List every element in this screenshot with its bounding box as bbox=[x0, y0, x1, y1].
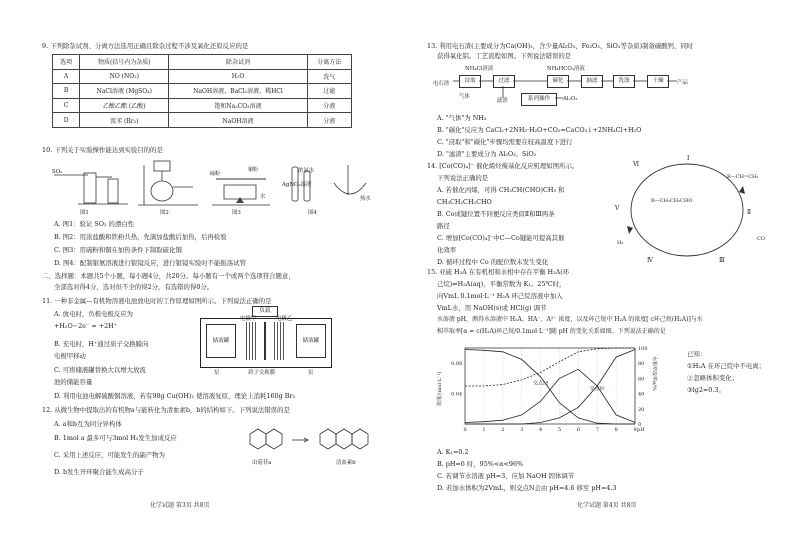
flow-step-suction: 抽滤 bbox=[581, 75, 603, 88]
catalytic-cycle-diagram bbox=[607, 152, 777, 264]
q12-option-c: C. 采用上述反应，可能发生的副产物为 bbox=[54, 451, 165, 459]
compound-b-label: 清血素b bbox=[336, 460, 356, 466]
flow-gas: 气体 bbox=[459, 94, 470, 100]
table-cell: B bbox=[53, 84, 80, 99]
series-line bbox=[465, 350, 635, 425]
label-sulfur: 硫粉 bbox=[210, 171, 221, 177]
q15-line-1: 15. 亚硫 H₂A 在有机相和水相中存在平衡 H₂A(环 bbox=[427, 268, 570, 276]
pump-left-label: 泵 bbox=[214, 370, 220, 376]
q13-option-c: C. "浸取"和"碳化"步骤均需要在较高温度下进行 bbox=[437, 138, 573, 146]
q11-option-c: C. 可将储液罐替换大以增大放流 bbox=[54, 366, 146, 374]
storage-tank-left: 储液罐 bbox=[206, 324, 236, 358]
membrane-label: 质子交换膜 bbox=[248, 370, 275, 376]
q10-option-a: A. 图1：验证 SO₂ 的漂白性 bbox=[54, 220, 135, 228]
y-right-axis-label: 水相萃取率α/% bbox=[651, 356, 657, 391]
q13-option-d: D. "滤渣"主要成分为 Al₂O₃、SiO₂ bbox=[437, 150, 537, 158]
known-item-2: ②忽略体积变化； bbox=[687, 374, 739, 382]
q15-option-c: C. 若调节水溶液 pH=3，应加 NaOH 固体调节 bbox=[437, 472, 575, 480]
flow-alumina: Al₂O₃ bbox=[563, 96, 578, 102]
x-tick-label: 0 bbox=[463, 427, 467, 433]
known-title: 已知： bbox=[687, 350, 707, 358]
q15-option-d: D. 若加水体积为2VmL，则交点N会由 pH=4.6 移至 pH=4.3 bbox=[437, 484, 617, 492]
q15-line-5: 水溶液 pH，测得水溶液中 H₂A、HA⁻、A²⁻ 浓度，以及环己烷中 H₂A 的浓度[ c环己烷(H₂A)]与水 bbox=[437, 316, 703, 323]
q13-option-a: A. "气体"为 NH₃ bbox=[437, 114, 487, 122]
y-right-tick-label: 40 bbox=[638, 391, 645, 398]
q11-stem: 11. 一种非金属—有机物溶液电池放电时的工作原理如图所示。下列说法正确的是 bbox=[42, 297, 272, 305]
fig2-label: 图2 bbox=[160, 210, 169, 216]
flow-start: 电石渣 bbox=[433, 81, 450, 87]
table-cell: NO (NO₂) bbox=[80, 69, 169, 84]
table-cell: 洗气 bbox=[307, 69, 351, 84]
q10-option-d: D. 图4：配制银氨溶液进行银镜反应，进行银镜实验时不能振荡试管 bbox=[54, 259, 246, 267]
fig3-label: 图3 bbox=[232, 210, 241, 216]
q13-stem-cont: 获得氧化铝。工艺流程如图。下列说法错误的是 bbox=[437, 52, 572, 60]
flow-product: 产品 bbox=[677, 80, 688, 86]
q11-option-a: A. 放电时，负极电极反应为 bbox=[54, 310, 133, 318]
page-footer-left: 化学试题 第3页 共8页 bbox=[150, 502, 210, 509]
q12-stem: 12. 从微生物中提取出的有机物a与能转化为清血素b，b的结构如下。下列说法错误的是 bbox=[42, 406, 290, 414]
cycle-product: R—CH₂CH₂CHO bbox=[651, 198, 693, 204]
table-header-cell: 除杂试剂 bbox=[169, 55, 307, 70]
q14-option-a-cont: CH₃CH₂CH₂CHO bbox=[437, 198, 492, 206]
table-cell: NaOH溶液 bbox=[169, 113, 307, 128]
cycle-h2: H₂ bbox=[617, 240, 624, 246]
table-header-row bbox=[53, 55, 352, 70]
q12-structures bbox=[238, 420, 378, 460]
y-axis-label: 浓度/(mol·L⁻¹) bbox=[437, 371, 443, 406]
flow-step-carbonize: 碳化 bbox=[547, 75, 569, 88]
page-footer-right: 化学试题 第4页 共8页 bbox=[577, 502, 637, 509]
known-item-1: ①H₂A 在环己烷中不电离； bbox=[687, 362, 766, 370]
pump-right-label: 泵 bbox=[308, 370, 314, 376]
y-right-tick-label: 60 bbox=[638, 376, 645, 383]
q10-option-b: B. 图2：用浓盐酸和铁粉共热，先滴加盐酸后加热，后再检验 bbox=[54, 233, 227, 241]
flow-step-dry: 干燥 bbox=[647, 75, 669, 88]
table-cell: D bbox=[53, 113, 80, 128]
x-tick-label: 9 bbox=[633, 427, 637, 433]
cycle-step-6: Ⅵ bbox=[633, 161, 640, 168]
q11-option-d: D. 利用电池电解硫酸铜溶液，若有98g Cu(OH)₂ 使溶液复原，理论上消耗160g Br₂ bbox=[54, 392, 296, 400]
x-tick-label: 1 bbox=[482, 427, 486, 433]
q14-option-d: D. 循环过程中 Co 的配位数未发生变化 bbox=[437, 258, 549, 266]
table-cell: 分液 bbox=[307, 113, 351, 128]
q14-option-c-cont: 化效率 bbox=[437, 246, 457, 254]
x-tick-label: 2 bbox=[501, 427, 505, 433]
compound-a-label: 由菇苷a bbox=[252, 460, 272, 466]
q14-stem-cont: 下列说法正确的是 bbox=[437, 174, 489, 182]
q10-stem: 10. 下列关于实验操作能达到实验目的的是 bbox=[42, 146, 163, 154]
table-cell: A bbox=[53, 69, 80, 84]
label-copper: 铜粉 bbox=[248, 167, 259, 173]
q11-option-b: B. 充电时，H⁺通过质子交换膜向 bbox=[54, 340, 149, 348]
x-tick-label: 6 bbox=[576, 427, 581, 433]
q12-option-d: D. b发生开环聚合能生成高分子 bbox=[54, 468, 144, 476]
y-tick-label: 0.04 bbox=[451, 391, 463, 398]
reagent-nh4hco3: NH₄HCO₃溶液 bbox=[547, 66, 585, 72]
x-tick-label: 7 bbox=[595, 427, 599, 433]
flow-residue: 滤渣 bbox=[497, 98, 508, 104]
table-header-cell: 选项 bbox=[53, 55, 80, 70]
cycle-step-1: Ⅰ bbox=[687, 155, 690, 162]
q12-option-a: A. a和b互为同分异构体 bbox=[54, 420, 122, 428]
q14-option-b-cont: 路径 bbox=[437, 222, 450, 230]
label-water: 水 bbox=[260, 194, 266, 200]
fig4-label: 图4 bbox=[308, 210, 317, 216]
q11-option-b-cont: 电极甲移动 bbox=[54, 352, 86, 360]
q10-option-c: C. 图3：用硫粉和铜在加热条件下制取硫化铜 bbox=[54, 246, 182, 254]
storage-tank-right: 储液罐 bbox=[296, 324, 326, 358]
q9-stem: 9. 下列除杂试剂、分离方法选用正确且除杂过程不涉及氧化还原反应的是 bbox=[42, 42, 249, 50]
x-tick-label: 5 bbox=[557, 427, 562, 433]
plot-frame bbox=[465, 348, 635, 424]
q12-option-b: B. 1mol a 最多可与3mol H₂发生加成反应 bbox=[54, 434, 177, 442]
flow-arrows bbox=[441, 70, 681, 110]
q15-line-3: 向VmL 0.1mol·L⁻¹ H₂A 环己烷溶液中加入 bbox=[437, 292, 563, 300]
label-ammonia: 浓氨水 bbox=[298, 168, 315, 174]
annotation-label: 交点M bbox=[533, 380, 549, 387]
table-cell: 乙酸乙酯 (乙酸) bbox=[80, 98, 169, 113]
q15-chart bbox=[435, 342, 675, 444]
q11-equation: +H₂O−2e⁻ = +2H⁺ bbox=[54, 322, 118, 330]
label-hot-water: 热水 bbox=[360, 196, 371, 202]
y-tick-label: 0.08 bbox=[451, 361, 463, 368]
cycle-alkene: R—CH=CH₂ bbox=[727, 174, 759, 180]
q15-option-a: A. K₁=0.2 bbox=[437, 448, 469, 456]
table-header-cell: 物质(括号内为杂质) bbox=[80, 55, 169, 70]
table-row bbox=[53, 69, 352, 84]
q14-option-b: B. Co成键位置不同便反应类似Ⅱ和Ⅲ两条 bbox=[437, 210, 555, 218]
electrode-right bbox=[274, 322, 284, 360]
table-header-cell: 分离方法 bbox=[307, 55, 351, 70]
electrode-b-label: 电极乙 bbox=[276, 316, 293, 322]
table-cell: NaOH溶液、BaCl₂溶液、稀HCl bbox=[169, 84, 307, 99]
proton-exchange-membrane bbox=[264, 322, 266, 360]
table-cell: NaCl溶液 (MgSO₄) bbox=[80, 84, 169, 99]
q13-option-b: B. "碳化"反应为 CaCl₂+2NH₃·H₂O+CO₂=CaCO₃↓+2NH₄Cl+H₂O bbox=[437, 126, 642, 134]
flow-step-leach: 浸取 bbox=[459, 75, 481, 88]
load-box: 负载 bbox=[252, 306, 278, 317]
table-cell: 饱和Na₂CO₃溶液 bbox=[169, 98, 307, 113]
q14-stem: 14. [Co(CO)₄]⁻ 催化烯烃羰基化反应机理如图所示。 bbox=[427, 162, 579, 170]
table-cell: H₂O bbox=[169, 69, 307, 84]
table-row bbox=[53, 84, 352, 99]
table-cell: 分液 bbox=[307, 98, 351, 113]
table-row bbox=[53, 98, 352, 113]
x-tick-label: 8 bbox=[614, 427, 618, 433]
flow-step-filter: 过滤 bbox=[493, 75, 515, 88]
table-cell: C bbox=[53, 98, 80, 113]
cycle-step-2: Ⅱ bbox=[747, 209, 752, 216]
reagent-nh4cl: NH₄Cl溶液 bbox=[465, 66, 494, 72]
x-axis-label: pH bbox=[637, 427, 645, 433]
section-2-line-2: 全部选对得4分，选对但不全的得2分，有选错的得0分。 bbox=[54, 283, 214, 291]
q15-line-6: 相萃取率[α = c(H₂A)环己烷/0.1mol·L⁻¹]随 pH 的变化关系如图。下列说法正确的是 bbox=[437, 328, 666, 335]
cycle-co: CO bbox=[757, 236, 765, 242]
cycle-step-3: Ⅲ bbox=[719, 257, 725, 264]
q10-apparatus-figure bbox=[48, 157, 368, 217]
q15-option-b: B. pH=6 时，95%<α<96% bbox=[437, 460, 524, 468]
y-right-tick-label: 20 bbox=[638, 406, 645, 413]
label-agno3: AgNO₃溶液 bbox=[282, 182, 312, 188]
right-page bbox=[397, 0, 794, 550]
x-tick-label: 3 bbox=[520, 427, 524, 433]
y-right-tick-label: 100 bbox=[638, 346, 648, 352]
table-cell: 溴苯 (Br₂) bbox=[80, 113, 169, 128]
flow-step-series: 系列操作 bbox=[521, 93, 557, 106]
q11-option-c-cont: 池的储能容量 bbox=[54, 378, 93, 386]
table-cell: 过滤 bbox=[307, 84, 351, 99]
known-item-3: ③lg2=0.3。 bbox=[687, 386, 725, 394]
q13-stem: 13. 利用电石渣(主要成分为Ca(OH)₂，含少量Al₂O₃、Fe₂O₃、SiO₂等杂质)制备碳酸钙，同时 bbox=[427, 42, 694, 50]
series-line bbox=[465, 350, 635, 425]
q9-table bbox=[52, 54, 352, 128]
annotation-label: 交点N bbox=[589, 385, 605, 392]
y-right-tick-label: 80 bbox=[638, 361, 645, 368]
cycle-step-4: Ⅳ bbox=[647, 257, 653, 264]
table-row bbox=[53, 113, 352, 128]
fig1-label: 图1 bbox=[80, 210, 89, 216]
flow-step-wash: 洗涤 bbox=[613, 75, 635, 88]
cycle-step-5: Ⅴ bbox=[615, 205, 620, 212]
electrode-a-label: 电极甲 bbox=[240, 316, 257, 322]
q15-line-4: VmL水，用 NaOH(s)或 HCl(g) 调节 bbox=[437, 304, 547, 312]
q14-option-a: A. 若催化丙烯，可得 CH₃CH(CHO)CH₃ 和 bbox=[437, 186, 565, 194]
series-line bbox=[465, 369, 635, 422]
electrode-left bbox=[246, 322, 256, 360]
label-so2: SO₂ bbox=[52, 169, 63, 175]
y-right-tick-label: 0 bbox=[638, 422, 642, 428]
q14-option-c: C. 增加[Co(CO)₄]⁻中C—Co键能可提高其催 bbox=[437, 234, 565, 242]
section-2-line-1: 二、选择题：本题共5个小题，每小题4分，共20分。每小题有一个或两个选项符合题意， bbox=[42, 272, 295, 280]
x-tick-label: 4 bbox=[539, 427, 543, 433]
q15-line-2: 己烷)⇌H₂A(aq)，平衡常数为 K₁。25℃时， bbox=[437, 280, 566, 288]
